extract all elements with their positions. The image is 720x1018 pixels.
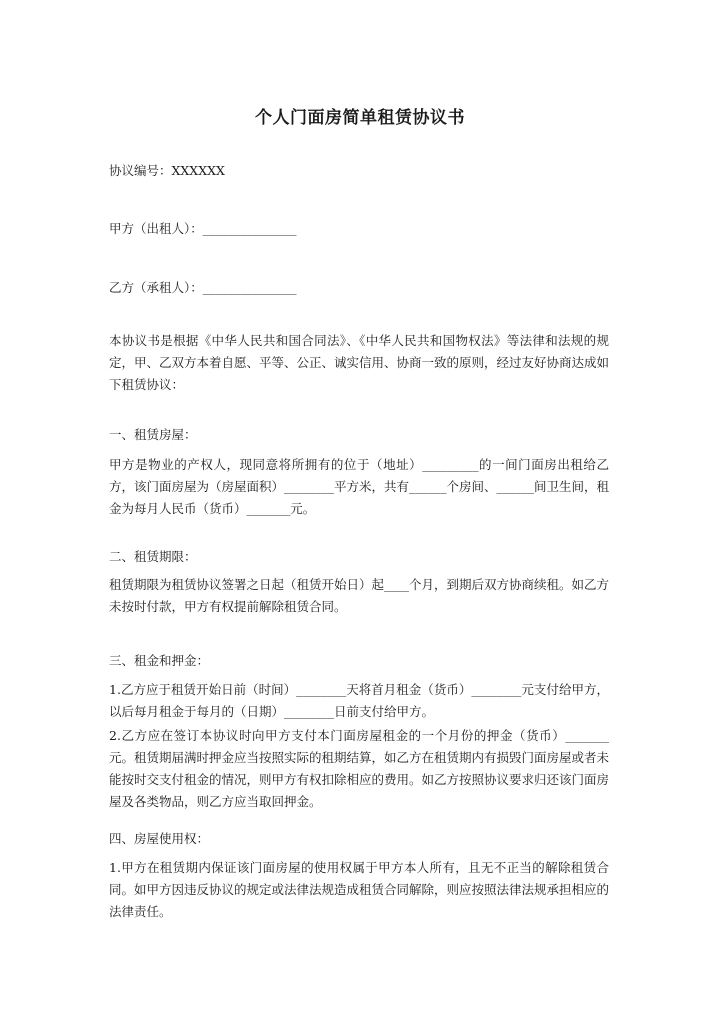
section-paragraph: 1.乙方应于租赁开始日前（时间）________天将首月租金（货币）________元支付给甲方，以后每月租金于每月的（日期）________日前支付给甲方。 (109, 682, 609, 719)
party-b-field: 乙方（承租人）：_______________ (109, 280, 297, 295)
section-heading-lease-property: 一、租赁房屋： (109, 427, 197, 442)
section-paragraph: 租赁期限为租赁协议签署之日起（租赁开始日）起____个月，到期后双方协商续租。如乙方未按时付款，甲方有权提前解除租赁合同。 (109, 577, 610, 614)
section-heading-rent-deposit: 三、租金和押金： (109, 653, 210, 668)
section-paragraph: 1.甲方在租赁期内保证该门面房屋的使用权属于甲方本人所有，且无不正当的解除租赁合同。如甲方因违反协议的规定或法律法规造成租赁合同解除，则应按照法律法规承担相应的法律责任。 (109, 860, 610, 919)
section-heading-use-right: 四、房屋使用权： (109, 831, 210, 846)
document-title: 个人门面房简单租赁协议书 (255, 108, 465, 128)
section-paragraph: 甲方是物业的产权人，现同意将所拥有的位于（地址）_________的一间门面房出租给乙方，该门面房屋为（房屋面积）________平方米，共有______个房间、______间卫生间，租金为每月人民币（货币）_______元。 (109, 457, 610, 516)
intro-paragraph: 本协议书是根据《中华人民共和国合同法》、《中华人民共和国物权法》等法律和法规的规定，甲、乙双方本着自愿、平等、公正、诚实信用、协商一致的原则，经过友好协商达成如下租赁协议： (109, 333, 610, 392)
section-paragraph: 2.乙方应在签订本协议时向甲方支付本门面房屋租金的一个月份的押金（货币）_______元。租赁期届满时押金应当按照实际的租期结算，如乙方在租赁期内有损毁门面房屋或者未能按时交支付租金的情况，则甲方有权扣除相应的费用。如乙方按照协议要求归还该门面房屋及各类物品，则乙方应当取回押金。 (109, 728, 610, 809)
party-a-field: 甲方（出租人）：_______________ (109, 221, 297, 236)
section-heading-lease-term: 二、租赁期限： (109, 549, 197, 564)
agreement-number: 协议编号：XXXXXX (109, 163, 225, 178)
